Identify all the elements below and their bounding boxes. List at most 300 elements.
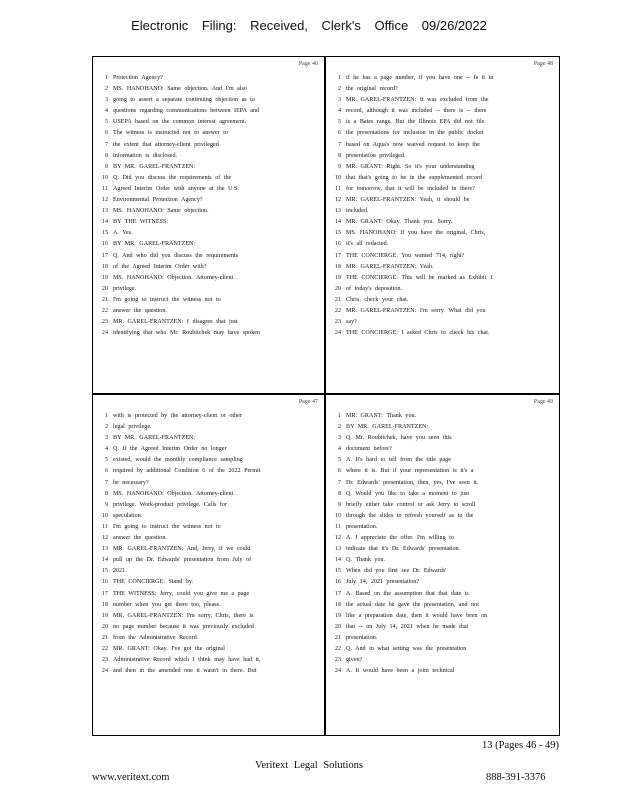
line-number: 2	[104, 86, 108, 93]
transcript-line	[97, 466, 320, 477]
line-number: 8	[104, 490, 108, 497]
line-text: based on Aqua's now waived request to keep the	[346, 141, 480, 148]
line-number: 3	[104, 97, 108, 104]
line-number: 19	[101, 274, 108, 281]
line-text: MR. GAREL-FRANTZEN: I disagree that just	[113, 319, 238, 326]
line-text: THE WITNESS: Jerry, could you give me a page	[113, 590, 250, 597]
line-number: 6	[104, 130, 108, 137]
line-number: 13	[334, 546, 341, 553]
transcript-page-46	[92, 56, 325, 394]
transcript-line	[330, 217, 555, 228]
line-text: included.	[346, 208, 369, 215]
line-number: 22	[334, 645, 341, 652]
transcript-line	[97, 500, 320, 511]
line-number: 24	[334, 330, 341, 337]
line-number: 22	[101, 645, 108, 652]
line-number: 3	[104, 435, 108, 442]
transcript-line	[97, 433, 320, 444]
line-text: Administrative Record which I think may have had it,	[113, 657, 261, 664]
line-number: 20	[334, 623, 341, 630]
transcript-lines	[330, 411, 555, 677]
line-number: 20	[334, 285, 341, 292]
line-text: MR. GAREL-FRANTZEN: And, Jerry, if we could	[113, 546, 251, 553]
line-number: 11	[102, 185, 108, 192]
transcript-line	[330, 106, 555, 117]
line-text: When did you first see Dr. Edwards'	[346, 568, 447, 575]
transcript-line	[330, 328, 555, 339]
line-number: 12	[334, 197, 341, 204]
line-number: 17	[101, 590, 108, 597]
transcript-line	[330, 533, 555, 544]
transcript-line	[97, 284, 320, 295]
line-text: Q. Would you like to take a moment to just	[346, 490, 470, 497]
line-number: 14	[334, 219, 341, 226]
line-number: 8	[337, 490, 341, 497]
line-text: presentation.	[346, 523, 378, 530]
transcript-line	[97, 239, 320, 250]
line-number: 2	[337, 424, 341, 431]
transcript-line	[97, 95, 320, 106]
transcript-line	[330, 117, 555, 128]
line-text: where it is. But if your representation is it's a	[346, 468, 474, 475]
line-number: 11	[335, 185, 341, 192]
transcript-line	[330, 544, 555, 555]
line-number: 7	[337, 141, 341, 148]
line-number: 17	[334, 252, 341, 259]
line-number: 13	[101, 208, 108, 215]
line-number: 19	[334, 612, 341, 619]
line-number: 3	[337, 97, 341, 104]
transcript-line	[330, 140, 555, 151]
phone-number: 888-391-3376	[486, 772, 546, 783]
line-number: 21	[101, 634, 108, 641]
transcript-line	[97, 655, 320, 666]
line-number: 23	[101, 657, 108, 664]
transcript-line	[97, 622, 320, 633]
line-number: 7	[104, 479, 108, 486]
transcript-line	[97, 151, 320, 162]
line-number: 14	[101, 557, 108, 564]
transcript-line	[330, 600, 555, 611]
line-number: 5	[337, 119, 341, 126]
line-text: Chris, check your chat.	[346, 296, 409, 303]
line-text: THE CONCIERGE: I asked Chris to check his chat.	[346, 330, 490, 337]
transcript-line	[330, 228, 555, 239]
line-number: 23	[101, 319, 108, 326]
transcript-line	[330, 566, 555, 577]
line-text: MR. GAREL-FRANTZEN: I'm sorry. What did you	[346, 307, 486, 314]
line-text: is a Bates range. But the Illinois EPA did not file	[346, 119, 485, 126]
line-text: and then in the amended one it wasn't in there. But	[113, 668, 257, 675]
transcript-line	[97, 273, 320, 284]
line-number: 20	[101, 623, 108, 630]
transcript-line	[97, 611, 320, 622]
line-text: BY MR. GAREL-FRANTZEN:	[346, 424, 429, 431]
line-text: for tomorrow, that it will be included in there?	[346, 185, 475, 192]
line-number: 15	[101, 230, 108, 237]
transcript-line	[330, 184, 555, 195]
transcript-line	[97, 444, 320, 455]
transcript-line	[330, 500, 555, 511]
line-number: 2	[337, 86, 341, 93]
transcript-lines	[97, 411, 320, 677]
line-text: through the slides to refresh yourself as to the	[346, 512, 474, 519]
line-text: Q. And who did you discuss the requirements	[113, 252, 239, 259]
transcript-line	[97, 184, 320, 195]
line-text: MR. GRANT: Okay. I've got the original	[113, 645, 225, 652]
line-text: existed, would the monthly compliance sampling	[113, 457, 243, 464]
line-text: legal privilege.	[113, 424, 152, 431]
line-text: given?	[346, 657, 363, 664]
line-text: USEPA based on the common interest agreement.	[113, 119, 247, 126]
transcript-line	[97, 522, 320, 533]
transcript-line	[97, 411, 320, 422]
transcript-line	[330, 195, 555, 206]
transcript-line	[97, 84, 320, 95]
line-number: 12	[101, 535, 108, 542]
transcript-line	[330, 433, 555, 444]
line-number: 4	[337, 446, 341, 453]
line-number: 21	[101, 296, 108, 303]
line-number: 10	[334, 512, 341, 519]
line-text: number when you get there too, please.	[113, 601, 221, 608]
line-text: with is protected by the attorney-client or other	[113, 413, 242, 419]
line-text: Environmental Protection Agency?	[113, 197, 203, 204]
line-number: 17	[101, 252, 108, 259]
transcript-line	[97, 566, 320, 577]
line-number: 7	[104, 141, 108, 148]
line-number: 9	[337, 501, 341, 508]
line-text: privilege. Work-product privilege. Calls for	[113, 501, 228, 508]
transcript-line	[330, 422, 555, 433]
transcript-line	[97, 317, 320, 328]
transcript-line	[330, 306, 555, 317]
transcript-line	[97, 511, 320, 522]
line-number: 13	[334, 208, 341, 215]
line-text: 2021.	[113, 568, 127, 575]
line-text: MS. HANOHANO: If you have the original, Chris,	[346, 230, 486, 237]
line-number: 15	[334, 230, 341, 237]
line-number: 12	[334, 535, 341, 542]
line-text: MS. HANOHANO: Objection. Attorney-client	[113, 274, 234, 281]
line-number: 6	[337, 468, 341, 475]
line-number: 16	[334, 241, 341, 248]
line-text: of today's deposition.	[346, 285, 403, 292]
line-text: MS. HANOHANO: Same objection.	[113, 208, 209, 215]
transcript-line	[97, 73, 320, 84]
transcript-line	[330, 251, 555, 262]
line-text: MS. HANOHANO: Same objection. And I'm also	[113, 86, 247, 93]
transcript-line	[97, 577, 320, 588]
line-text: from the Administrative Record.	[113, 634, 199, 641]
transcript-line	[97, 106, 320, 117]
line-number: 7	[337, 479, 341, 486]
transcript-line	[97, 162, 320, 173]
line-text: MR. GRANT: Right. So it's your understanding	[346, 163, 475, 170]
line-number: 13	[101, 546, 108, 553]
line-text: that that's going to be in the supplemented record	[346, 174, 482, 181]
line-text: speculation.	[113, 512, 143, 519]
line-text: required by additional Condition 6 of the 2022 Permit	[113, 468, 261, 475]
line-number: 24	[101, 668, 108, 675]
line-number: 11	[102, 523, 108, 530]
line-number: 18	[101, 601, 108, 608]
line-number: 4	[337, 108, 341, 115]
line-text: I'm going to instruct the witness not to	[113, 523, 221, 530]
transcript-line	[97, 306, 320, 317]
transcript-line	[97, 478, 320, 489]
transcript-line	[330, 317, 555, 328]
page-number-label: Page 47	[298, 399, 318, 405]
line-text: presentation privileged.	[346, 152, 406, 159]
line-text: I'm going to instruct the witness not to	[113, 296, 221, 303]
transcript-line	[330, 411, 555, 422]
line-number: 24	[101, 330, 108, 337]
line-number: 9	[337, 163, 341, 170]
line-number: 22	[101, 307, 108, 314]
transcript-line	[97, 544, 320, 555]
transcript-line	[330, 577, 555, 588]
line-number: 15	[334, 568, 341, 575]
transcript-line	[330, 295, 555, 306]
transcript-line	[330, 589, 555, 600]
line-text: A. I appreciate the offer. I'm willing to	[346, 535, 454, 542]
line-text: the extent that attorney-client privileged	[113, 141, 219, 148]
page-number-label: Page 46	[298, 61, 318, 67]
line-text: indicate that it's Dr. Edwards' presentation.	[346, 546, 461, 553]
line-text: THE CONCIERGE: Stand by.	[113, 579, 194, 586]
transcript-line	[97, 422, 320, 433]
line-number: 10	[101, 174, 108, 181]
transcript-line	[97, 195, 320, 206]
line-number: 18	[334, 601, 341, 608]
transcript-line	[97, 117, 320, 128]
line-number: 1	[104, 75, 108, 81]
transcript-lines	[330, 73, 555, 339]
line-text: pull up the Dr. Edwards' presentation from July of	[113, 557, 252, 564]
line-text: BY THE WITNESS:	[113, 219, 169, 226]
transcript-line	[97, 206, 320, 217]
line-text: if he has a page number, if you have one -- Is it in	[346, 75, 494, 81]
line-text: BY MR. GAREL-FRANTZEN:	[113, 163, 196, 170]
line-number: 14	[334, 557, 341, 564]
transcript-line	[330, 655, 555, 666]
transcript-line	[330, 95, 555, 106]
transcript-line	[330, 128, 555, 139]
line-text: A. It's hard to tell from the title page	[346, 457, 451, 464]
line-text: presentation.	[346, 634, 378, 641]
line-text: BY MR. GAREL-FRANTZEN:	[113, 435, 196, 442]
line-number: 15	[101, 568, 108, 575]
transcript-line	[330, 151, 555, 162]
line-text: MS. HANOHANO: Objection. Attorney-client	[113, 490, 234, 497]
line-number: 4	[104, 108, 108, 115]
transcript-line	[97, 633, 320, 644]
transcript-line	[330, 273, 555, 284]
line-text: MR. GRANT: Thank you.	[346, 413, 417, 419]
transcript-line	[330, 444, 555, 455]
line-text: THE CONCIERGE: You wanted 714, right?	[346, 252, 465, 259]
page-number-label: Page 48	[533, 61, 553, 67]
line-number: 6	[104, 468, 108, 475]
line-text: July 14, 2021 presentation?	[346, 579, 420, 586]
line-text: A. It would have been a joint technical	[346, 668, 455, 675]
line-number: 1	[337, 413, 341, 419]
line-text: that -- on July 14, 2021 when he made that	[346, 623, 469, 630]
transcript-line	[330, 162, 555, 173]
transcript-line	[330, 633, 555, 644]
transcript-page-49	[325, 394, 560, 736]
line-text: privilege.	[113, 285, 137, 292]
transcript-line	[330, 284, 555, 295]
transcript-line	[330, 489, 555, 500]
line-text: MR. GRANT: Okay. Thank you. Sorry.	[346, 219, 453, 226]
transcript-line	[97, 295, 320, 306]
line-number: 22	[334, 307, 341, 314]
line-text: Q. Mr. Roubitchek, have you seen this	[346, 435, 452, 442]
line-number: 4	[104, 446, 108, 453]
line-number: 24	[334, 668, 341, 675]
transcript-line	[330, 262, 555, 273]
line-text: Agreed Interim Order with anyone at the U.S.	[113, 185, 239, 192]
transcript-line	[330, 206, 555, 217]
line-number: 1	[104, 413, 108, 419]
transcript-line	[330, 173, 555, 184]
transcript-line	[97, 251, 320, 262]
line-text: Q. And in what setting was the presentation	[346, 645, 467, 652]
line-text: the presentations for inclusion in the public docket	[346, 130, 484, 137]
transcript-line	[330, 466, 555, 477]
line-number: 16	[101, 579, 108, 586]
line-text: The witness is instructed not to answer to	[113, 130, 229, 137]
transcript-line	[330, 611, 555, 622]
line-number: 5	[104, 119, 108, 126]
line-text: no page number because it was previously excluded	[113, 623, 254, 630]
line-text: A. Based on the assumption that that date is	[346, 590, 469, 597]
transcript-line	[97, 262, 320, 273]
transcript-line	[97, 173, 320, 184]
transcript-line	[97, 489, 320, 500]
line-text: MR. GAREL-FRANTZEN: Yeah, it should be	[346, 197, 470, 204]
line-number: 21	[334, 634, 341, 641]
transcript-line	[97, 328, 320, 339]
line-text: MR. GAREL-FRANTZEN: Yeah.	[346, 263, 434, 270]
line-number: 17	[334, 590, 341, 597]
transcript-line	[330, 666, 555, 677]
line-number: 12	[101, 197, 108, 204]
transcript-page-47	[92, 394, 325, 736]
page-number-label: Page 49	[533, 399, 553, 405]
transcript-line	[330, 555, 555, 566]
line-number: 5	[104, 457, 108, 464]
line-text: of the Agreed Interim Order with?	[113, 263, 207, 270]
line-number: 16	[101, 241, 108, 248]
transcript-line	[97, 555, 320, 566]
line-number: 16	[334, 579, 341, 586]
transcript-line	[330, 73, 555, 84]
line-text: MR. GAREL-FRANTZEN: I'm sorry, Chris, there is	[113, 612, 254, 619]
line-number: 19	[334, 274, 341, 281]
line-text: document before?	[346, 446, 392, 453]
transcript-line	[330, 522, 555, 533]
line-text: BY MR. GAREL-FRANTZEN:	[113, 241, 196, 248]
transcript-line	[330, 622, 555, 633]
line-text: like a preparation date, then it would have been on	[346, 612, 488, 619]
line-text: identifying that who Mr. Roubitchek may have spoken	[113, 330, 261, 337]
brand-name: Veritext Legal Solutions	[254, 760, 364, 771]
line-number: 10	[101, 512, 108, 519]
line-number: 23	[334, 319, 341, 326]
line-text: Q. Thank you.	[346, 557, 386, 564]
line-text: answer the question.	[113, 307, 167, 314]
line-number: 2	[104, 424, 108, 431]
transcript-line	[97, 533, 320, 544]
line-text: THE CONCIERGE: This will be marked as Exhibit 1	[346, 274, 493, 281]
line-number: 8	[104, 152, 108, 159]
transcript-line	[330, 455, 555, 466]
transcript-line	[330, 478, 555, 489]
line-text: going to assert a separate continuing objection as to	[113, 97, 255, 104]
line-number: 18	[101, 263, 108, 270]
line-number: 20	[101, 285, 108, 292]
line-text: Q. Did you discuss the requirements of the	[113, 174, 232, 181]
line-text: MR. GAREL-FRANTZEN: It was excluded from the	[346, 97, 489, 104]
transcript-line	[97, 600, 320, 611]
line-text: A. Yes.	[113, 230, 133, 237]
website-text: www.veritext.com	[92, 772, 170, 783]
line-number: 10	[334, 174, 341, 181]
line-number: 5	[337, 457, 341, 464]
line-number: 9	[104, 501, 108, 508]
transcript-page-48	[325, 56, 560, 394]
line-number: 19	[101, 612, 108, 619]
line-text: record, although it was included -- there is -- there	[346, 108, 487, 115]
line-number: 18	[334, 263, 341, 270]
transcript-line	[330, 644, 555, 655]
line-number: 21	[334, 296, 341, 303]
transcript-line	[97, 140, 320, 151]
transcript-line	[97, 455, 320, 466]
line-number: 6	[337, 130, 341, 137]
line-text: briefly either take control or ask Jerry to scroll	[346, 501, 476, 508]
line-text: the original record?	[346, 86, 398, 93]
page-range-label: 13 (Pages 46 - 49)	[482, 740, 559, 751]
transcript-line	[330, 239, 555, 250]
line-text: Dr. Edwards' presentation, then, yes, I've seen it.	[346, 479, 479, 486]
line-text: it's all redacted.	[346, 241, 389, 248]
transcript-line	[97, 217, 320, 228]
line-number: 9	[104, 163, 108, 170]
transcript-line	[97, 128, 320, 139]
filing-header: Electronic Filing: Received, Clerk's Office 09/26/2022	[131, 18, 487, 33]
line-text: say?	[346, 319, 357, 326]
line-number: 11	[335, 523, 341, 530]
line-text: information is disclosed.	[113, 152, 178, 159]
transcript-line	[97, 589, 320, 600]
line-text: the actual date he gave the presentation, and not	[346, 601, 479, 608]
line-text: Q. If the Agreed Interim Order no longer	[113, 446, 227, 453]
transcript-lines	[97, 73, 320, 339]
line-text: questions regarding communications between IEPA and	[113, 108, 260, 115]
line-number: 3	[337, 435, 341, 442]
transcript-line	[330, 511, 555, 522]
line-text: Protection Agency?	[113, 75, 163, 81]
line-number: 14	[101, 219, 108, 226]
transcript-line	[97, 666, 320, 677]
transcript-line	[97, 644, 320, 655]
line-number: 1	[337, 75, 341, 81]
line-number: 8	[337, 152, 341, 159]
